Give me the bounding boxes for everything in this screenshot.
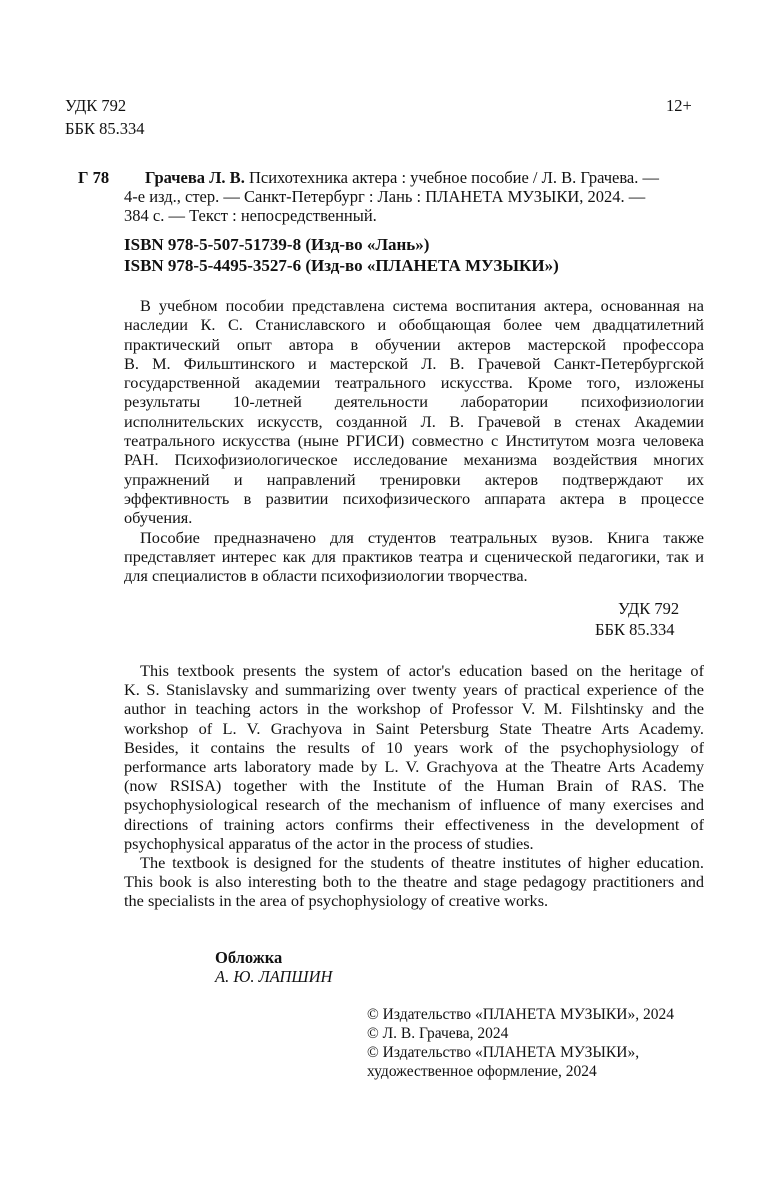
annotation-en-line: psychophysical apparatus of the actor in the process of studies. bbox=[124, 833, 534, 853]
annotation-en-line: This textbook presents the system of actor's education based on the heritage of bbox=[140, 661, 704, 680]
author-mark: Г 78 bbox=[78, 168, 110, 187]
annotation-en-line: directions of training actors confirms their effectiveness in the development of bbox=[124, 814, 704, 834]
annotation-ru-line: театрального искусства (ныне РГИСИ) совместно с Институтом мозга человека bbox=[124, 431, 704, 451]
annotation-ru-line: В. М. Фильштинского и мастерской Л. В. Грачевой Санкт-Петербургской bbox=[124, 353, 704, 373]
annotation-ru-line: исполнительских искусств, созданной Л. В. Грачевой в стенах Академии bbox=[124, 411, 704, 431]
annotation-en-line: the specialists in the area of psychophysiology of creative works. bbox=[124, 891, 549, 911]
isbn-lan: ISBN 978-5-507-51739-8 (Изд-во «Лань») bbox=[124, 235, 430, 254]
annotation-en-line: This book is also interesting both to the theatre and stage pedagogy practitioners and bbox=[124, 872, 704, 892]
annotation-ru-line: наследии К. С. Станиславского и обобщающая более чем двадцатилетний bbox=[124, 315, 704, 335]
annotation-ru-line: Пособие предназначено для студентов театральных вузов. Книга также bbox=[140, 527, 704, 547]
copyright-line: художественное оформление, 2024 bbox=[367, 1063, 597, 1080]
isbn-planeta: ISBN 978-5-4495-3527-6 (Изд-во «ПЛАНЕТА МУЗЫКИ») bbox=[124, 256, 559, 275]
annotation-ru-line: В учебном пособии представлена система воспитания актера, основанная на bbox=[140, 296, 704, 315]
copyright-line: © Издательство «ПЛАНЕТА МУЗЫКИ», bbox=[367, 1044, 640, 1061]
catalog-title: Психотехника актера : учебное пособие / Л. В. Грачева. — bbox=[244, 168, 660, 187]
annotation-en-line: (now RSISA) together with the Institute of the Human Brain of RAS. The bbox=[124, 776, 704, 796]
bbk-code: ББК 85.334 bbox=[65, 119, 145, 138]
age-rating: 12+ bbox=[666, 96, 692, 115]
cover-artist: А. Ю. ЛАПШИН bbox=[215, 967, 333, 986]
bbk-code-right: ББК 85.334 bbox=[595, 620, 675, 639]
annotation-en-line: author in teaching actors in the workshop of Professor V. M. Filshtinsky and the bbox=[124, 699, 704, 719]
annotation-ru-line: эффективность в развитии психофизического аппарата актера в процессе bbox=[124, 488, 704, 508]
annotation-en-line: performance arts laboratory made by L. V. Grachyova at the Theatre Arts Academy bbox=[124, 756, 704, 776]
annotation-en-line: Besides, it contains the results of 10 years work of the psychophysiology of bbox=[124, 737, 704, 757]
annotation-ru-line: практический опыт автора в обучении актеров мастерской профессора bbox=[124, 334, 704, 354]
annotation-ru-line: обучения. bbox=[124, 508, 193, 528]
annotation-ru-line: государственной академии театрального искусства. Кроме того, изложены bbox=[124, 373, 704, 393]
udk-code-right: УДК 792 bbox=[618, 599, 680, 618]
catalog-line-1 bbox=[145, 168, 659, 187]
catalog-author: Грачева Л. В. bbox=[145, 168, 245, 187]
cover-label: Обложка bbox=[215, 948, 283, 967]
annotation-ru-line: РАН. Психофизиологическое исследование механизма воздействия многих bbox=[124, 450, 704, 470]
copyright-line: © Л. В. Грачева, 2024 bbox=[367, 1025, 509, 1042]
annotation-ru-line: упражнений и направлений тренировки актеров подтверждают их bbox=[124, 469, 704, 489]
annotation-ru-line: представляет интерес как для практиков театра и сценической педагогики, так и bbox=[124, 546, 704, 566]
copyright-line: © Издательство «ПЛАНЕТА МУЗЫКИ», 2024 bbox=[367, 1006, 674, 1023]
catalog-line-2: 4-е изд., стер. — Санкт-Петербург : Лань : ПЛАНЕТА МУЗЫКИ, 2024. — bbox=[124, 187, 646, 206]
catalog-line-3: 384 с. — Текст : непосредственный. bbox=[124, 206, 377, 225]
udk-code: УДК 792 bbox=[65, 96, 127, 115]
annotation-ru bbox=[124, 296, 704, 585]
annotation-en bbox=[124, 661, 704, 910]
annotation-en-line: psychophysiological research of the mechanism of influence of many exercises and bbox=[124, 795, 704, 815]
annotation-en-line: The textbook is designed for the students of theatre institutes of higher education. bbox=[140, 852, 704, 872]
annotation-ru-line: результаты 10-летней деятельности лаборатории психофизиологии bbox=[124, 392, 704, 412]
annotation-en-line: workshop of L. V. Grachyova in Saint Petersburg State Theatre Arts Academy. bbox=[124, 718, 704, 738]
annotation-en-line: K. S. Stanislavsky and summarizing over twenty years of practical experience of the bbox=[124, 680, 704, 700]
annotation-ru-line: для специалистов в области психофизиологии творчества. bbox=[124, 566, 528, 586]
